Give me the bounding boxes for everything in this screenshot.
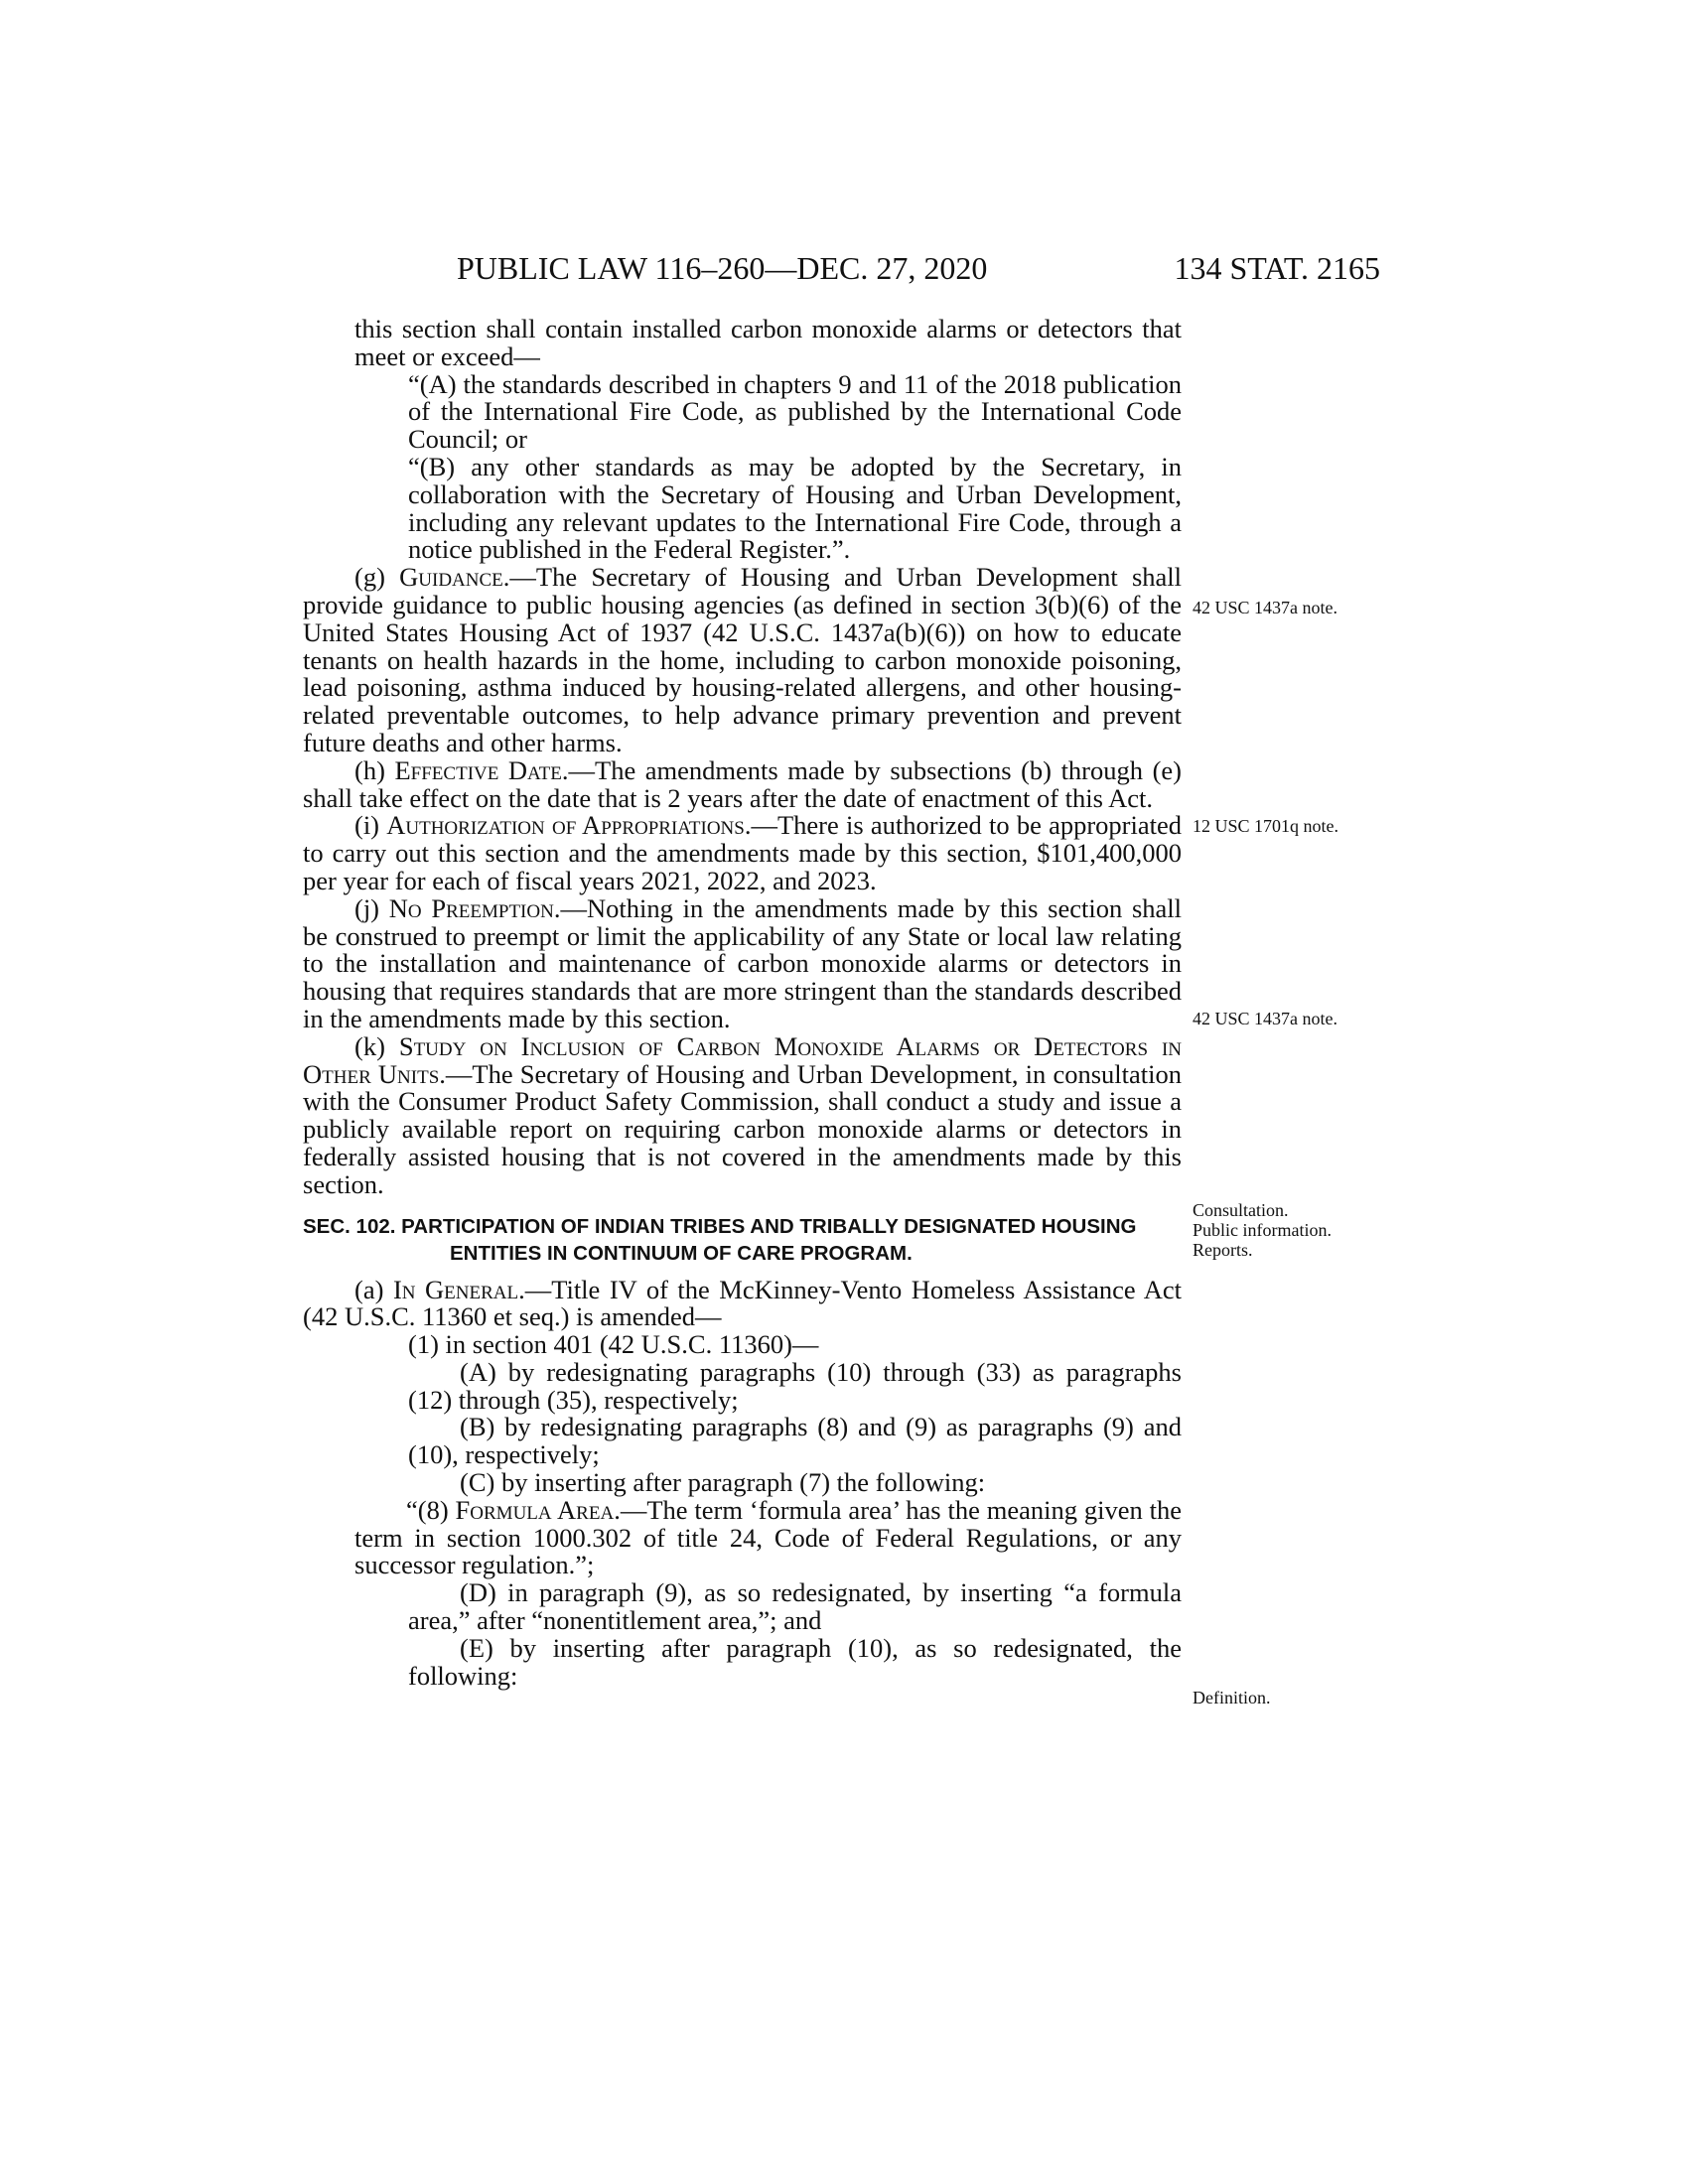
law-title: PUBLIC LAW 116–260—DEC. 27, 2020 [457,250,988,286]
a-text: .—Title IV of the McKinney-Vento Homeless Assistance Act (42 U.S.C. 11360 et seq.) is amended— [303,1274,1182,1332]
margin-note-k [1193,1200,1351,1260]
j-label: (j) [354,892,389,923]
paragraph-subpara-b [303,451,1182,565]
margin-note-consultation: Consultation. [1193,1200,1289,1220]
margin-note-h: 12 USC 1701q note. [1193,816,1339,836]
paragraph-subpara-a [303,368,1182,455]
statute-page-number: 134 STAT. 2165 [1174,250,1380,286]
8-heading: Formula Area [455,1494,615,1525]
paragraph-1-C: (C) by inserting after paragraph (7) the following: [460,1467,986,1498]
g-label: (g) [354,562,400,593]
k-label: (k) [354,1030,399,1061]
paragraph-1-D: (D) in paragraph (9), as so redesignated, by inserting “a formula area,” after “nonentitlement area,”; and [408,1577,1182,1636]
8-text: .—The term ‘formula area’ has the meaning given the term in section 1000.302 of title 24, Code of Federal Regulations, or any successor regulation.”; [354,1494,1183,1580]
g-text: .—The Secretary of Housing and Urban Development shall provide guidance to public housing agencies (as defined in section 3(b)(6) of the United States Housing Act of 1937 (42 U.S.C. 1437a(b)(6)) on how to educate tenants on health hazards in the home, including to carbon monoxide poisoning, lead poisoning, asthma induced by housing-related allergens, and other housing-related preventable outcomes, to help advance primary prevention and prevent future deaths and other harms. [303,562,1182,757]
k-heading: Study on Inclusion of Carbon Monoxide Alarms or Detectors in Other Units [303,1030,1182,1089]
paragraph-1: (1) in section 401 (42 U.S.C. 11360)— [408,1329,819,1360]
paragraph-8-formula-area [303,1494,1183,1580]
margin-note-g: 42 USC 1437a note. [1193,598,1337,617]
margin-note-public-information: Public information. [1193,1220,1332,1240]
subpara-b-text: “(B) any other standards as may be adopted by the Secretary, in collaboration with the Secretary of Housing and Urban Development, including any relevant updates to the International Fire Code, through a notice published in the Federal Register.”. [408,451,1182,565]
paragraph-i-appropriations [303,812,1182,894]
h-label: (h) [354,754,395,785]
paragraph-1-E: (E) by inserting after paragraph (10), as so redesignated, the following: [408,1632,1182,1691]
i-heading: Authorization of Appropriations [386,810,745,841]
paragraph-g-guidance [303,564,1182,757]
margin-note-reports: Reports. [1193,1240,1253,1260]
body-text [303,316,1182,1690]
g-heading: Guidance [399,562,503,593]
j-text: .—Nothing in the amendments made by this section shall be construed to preempt or limit the applicability of any State or local law relating to the installation and maintenance of carbon monoxide alarms or detectors in housing that requires standards that are more stringent than the standards described in the amendments made by this section. [303,892,1183,1033]
paragraph-j-no-preemption [303,892,1183,1033]
section-102-heading: SEC. 102. PARTICIPATION OF INDIAN TRIBES AND TRIBALLY DESIGNATED HOUSING ENTITIES IN CONTINUUM OF CARE PROGRAM. [303,1214,1137,1265]
a-label: (a) [354,1274,393,1304]
paragraph-k-study [303,1030,1182,1199]
subpara-a-text: “(A) the standards described in chapters 9 and 11 of the 2018 publication of the International Fire Code, as published by the International Code Council; or [408,368,1182,455]
paragraph-a-in-general [303,1274,1182,1332]
i-label: (i) [354,810,387,841]
i-text: .—There is authorized to be appropriated to carry out this section and the amendments made by this section, $101,400,000 per year for each of fiscal years 2021, 2022, and 2023. [303,810,1182,895]
h-heading: Effective Date [394,754,562,785]
8-label: “(8) [406,1494,456,1525]
paragraph-h-effective-date [303,754,1182,813]
a-heading: In General [392,1274,519,1304]
paragraph-1-B: (B) by redesignating paragraphs (8) and (9) as paragraphs (9) and (10), respectively; [408,1412,1182,1470]
margin-note-definition: Definition. [1193,1688,1271,1707]
h-text: .—The amendments made by subsections (b) through (e) shall take effect on the date that is 2 years after the date of enactment of this Act. [303,754,1182,813]
paragraph-continuation: this section shall contain installed carbon monoxide alarms or detectors that meet or exceed— [354,314,1182,371]
j-heading: No Preemption [388,892,554,923]
margin-note-j: 42 USC 1437a note. [1193,1009,1337,1028]
k-text: .—The Secretary of Housing and Urban Development, in consultation with the Consumer Product Safety Commission, shall conduct a study and issue a publicly available report on requiring carbon monoxide alarms or detectors in federally assisted housing that is not covered in the amendments made by this section. [303,1058,1182,1199]
paragraph-1-A: (A) by redesignating paragraphs (10) through (33) as paragraphs (12) through (35), respectively; [408,1356,1182,1415]
